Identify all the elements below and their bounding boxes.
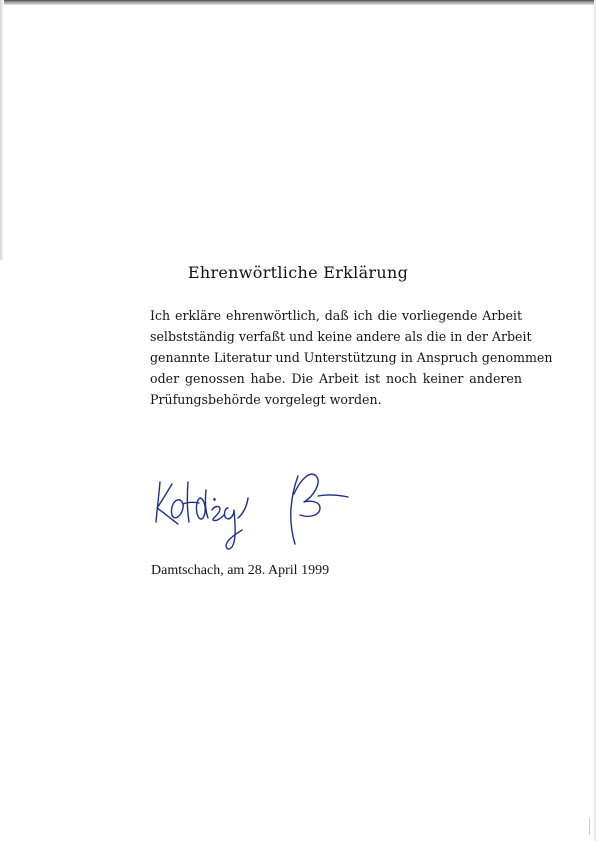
scan-edge-left [0, 0, 4, 260]
scan-edge-top [0, 0, 596, 5]
declaration-line: Ich erkläre ehrenwörtlich, daß ich die vorliegende Arbeit [150, 308, 522, 323]
declaration-line: oder genossen habe. Die Arbeit ist noch keiner anderen [150, 371, 522, 386]
declaration-text [150, 305, 553, 410]
place-and-date: Damtschach, am 28. April 1999 [151, 563, 330, 578]
page-title: Ehrenwörtliche Erklärung [187, 263, 409, 282]
declaration-line: selbstständig verfaßt und keine andere als die in der Arbeit [150, 329, 532, 344]
handwritten-signature [148, 460, 358, 555]
declaration-line: genannte Literatur und Unterstützung in Anspruch genommen [150, 350, 553, 365]
declaration-line: Prüfungsbehörde vorgelegt worden. [150, 392, 382, 407]
scan-corner-mark [589, 819, 590, 835]
